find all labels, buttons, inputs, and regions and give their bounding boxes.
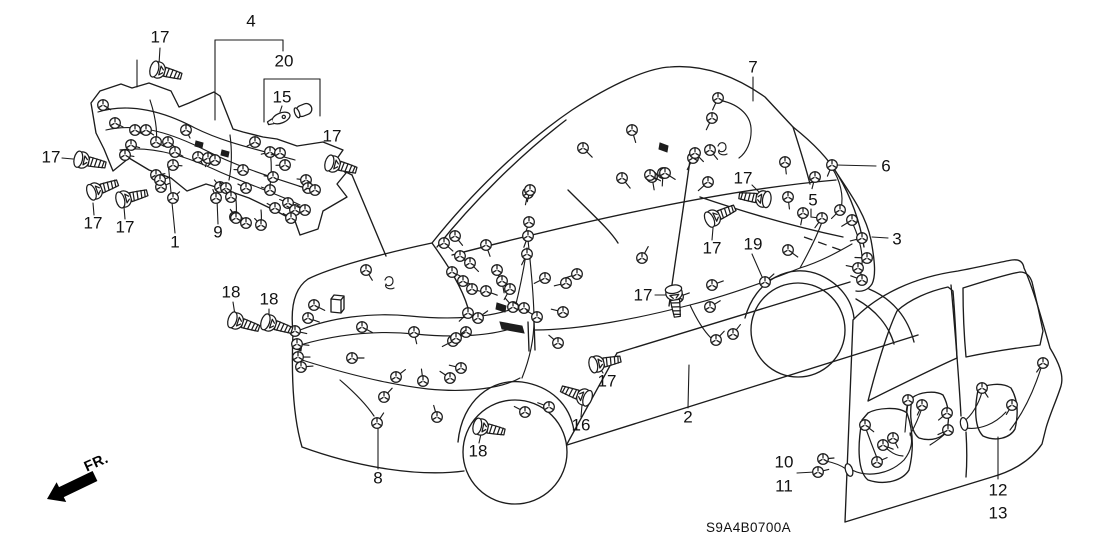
connector-icon xyxy=(532,312,543,323)
connector-icon xyxy=(98,100,109,111)
callout-label[interactable]: 17 xyxy=(322,126,342,146)
connector-icon xyxy=(280,160,291,171)
connector-icon xyxy=(170,147,181,158)
connector-icon xyxy=(256,220,267,231)
connector-icon xyxy=(853,263,864,274)
connector-icon xyxy=(835,205,846,216)
bolt-icon xyxy=(259,313,295,338)
connector-icon xyxy=(181,125,192,136)
connector-icon xyxy=(505,284,516,295)
connector-icon xyxy=(917,400,928,411)
callout-label[interactable]: 18 xyxy=(259,289,279,309)
connector-icon xyxy=(265,185,276,196)
connector-icon xyxy=(130,125,141,136)
connector-icon xyxy=(705,145,716,156)
connector-icon xyxy=(561,278,572,289)
connector-icon xyxy=(211,193,222,204)
connector-icon xyxy=(265,147,276,158)
callout-label[interactable]: 12 xyxy=(988,480,1008,500)
connector-icon xyxy=(110,118,121,129)
connector-icon xyxy=(379,392,390,403)
callout-label[interactable]: 1 xyxy=(170,232,180,252)
connector-icon xyxy=(286,213,297,224)
connector-icon xyxy=(522,249,533,260)
connector-icon xyxy=(872,457,883,468)
connector-icon xyxy=(810,172,821,183)
callout-label[interactable]: 17 xyxy=(115,217,135,237)
grommet-icon xyxy=(844,463,855,478)
connector-icon xyxy=(943,425,954,436)
connector-icon xyxy=(878,440,889,451)
connector-icon xyxy=(813,467,824,478)
bolt-icon xyxy=(702,200,738,228)
connector-icon xyxy=(578,143,589,154)
connector-icon xyxy=(275,148,286,159)
connector-icon xyxy=(163,137,174,148)
connector-icon xyxy=(300,205,311,216)
connector-icon xyxy=(155,175,166,186)
connector-icon xyxy=(481,240,492,251)
connector-icon xyxy=(268,172,279,183)
connector-icon xyxy=(660,168,671,179)
connector-icon xyxy=(303,313,314,324)
connector-icon xyxy=(827,160,838,171)
callout-label[interactable]: 18 xyxy=(221,282,241,302)
connector-icon xyxy=(450,231,461,242)
callout-label[interactable]: 17 xyxy=(733,168,753,188)
callout-label[interactable]: 3 xyxy=(892,229,902,249)
bolt-icon xyxy=(72,150,107,173)
connector-icon xyxy=(497,276,508,287)
connector-icon xyxy=(783,245,794,256)
direction-indicator xyxy=(40,450,170,525)
connector-icon xyxy=(241,183,252,194)
connector-icon xyxy=(309,300,320,311)
connector-icon xyxy=(857,233,868,244)
connector-icon xyxy=(168,160,179,171)
diagram-code: S9A4B0700A xyxy=(706,520,792,535)
callout-label[interactable]: 17 xyxy=(702,238,722,258)
connector-icon xyxy=(818,454,829,465)
connector-icon xyxy=(525,185,536,196)
connector-icon xyxy=(347,353,358,364)
callout-label[interactable]: 20 xyxy=(274,51,294,71)
bolt-icon xyxy=(148,60,183,84)
callout-label[interactable]: 10 xyxy=(774,452,794,472)
connector-icon xyxy=(707,280,718,291)
connector-icon xyxy=(238,165,249,176)
callout-label[interactable]: 6 xyxy=(881,156,891,176)
connector-icon xyxy=(553,338,564,349)
connector-icon xyxy=(860,420,871,431)
connector-icon xyxy=(888,433,899,444)
connector-icon xyxy=(1038,358,1049,369)
callout-label[interactable]: 9 xyxy=(213,222,223,242)
bolt-icon xyxy=(85,175,121,201)
connector-icon xyxy=(292,339,303,350)
connector-icon xyxy=(703,177,714,188)
connector-icon xyxy=(151,137,162,148)
connector-icon xyxy=(210,155,221,166)
connector-icon xyxy=(141,125,152,136)
bolt-icon xyxy=(114,185,149,209)
fr-label: FR. xyxy=(81,450,112,476)
connector-icon xyxy=(391,372,402,383)
callout-label[interactable]: 11 xyxy=(775,476,793,496)
connector-icon xyxy=(445,373,456,384)
connector-icon xyxy=(270,203,281,214)
callout-label[interactable]: 18 xyxy=(468,441,488,461)
connector-icon xyxy=(492,265,503,276)
connector-icon xyxy=(637,253,648,264)
bolt-icon xyxy=(559,381,595,407)
connector-icon xyxy=(942,408,953,419)
connector-icon xyxy=(409,327,420,338)
connector-icon xyxy=(451,333,462,344)
connector-icon xyxy=(120,150,131,161)
connector-icon xyxy=(458,276,469,287)
connector-icon xyxy=(523,231,534,242)
bolt-icon xyxy=(471,417,506,440)
bulb-icon xyxy=(266,110,292,128)
connector-icon xyxy=(296,362,307,373)
connector-icon xyxy=(520,407,531,418)
bolt-icon xyxy=(738,188,772,209)
connector-icon xyxy=(465,258,476,269)
connector-icon xyxy=(707,113,718,124)
connector-icon xyxy=(645,170,656,181)
callout-label[interactable]: 2 xyxy=(683,407,693,427)
bulb-socket-icon xyxy=(293,102,314,119)
connector-icon xyxy=(432,412,443,423)
connector-icon xyxy=(361,265,372,276)
wire-hook-icon xyxy=(385,277,394,289)
callout-label[interactable]: 17 xyxy=(597,371,617,391)
connector-icon xyxy=(293,352,304,363)
callout-label[interactable]: 15 xyxy=(272,87,292,107)
connector-icon xyxy=(798,208,809,219)
callout-label[interactable]: 16 xyxy=(571,415,591,435)
callout-label[interactable]: 4 xyxy=(246,11,256,31)
connector-icon xyxy=(544,402,555,413)
callout-label[interactable]: 5 xyxy=(808,190,818,210)
callout-label[interactable]: 17 xyxy=(83,213,103,233)
connector-icon xyxy=(540,273,551,284)
connector-icon xyxy=(572,269,583,280)
connector-icon xyxy=(126,140,137,151)
callout-label[interactable]: 17 xyxy=(633,285,653,305)
connector-icon xyxy=(817,213,828,224)
connector-icon xyxy=(783,192,794,203)
connector-icon xyxy=(705,302,716,313)
connector-icon xyxy=(847,215,858,226)
connector-icon xyxy=(455,251,466,262)
connector-icon xyxy=(241,218,252,229)
connector-icon xyxy=(193,152,204,163)
connector-icon xyxy=(231,213,242,224)
connector-icon xyxy=(168,193,179,204)
connector-icon xyxy=(310,185,321,196)
connector-icon xyxy=(760,277,771,288)
callout-label[interactable]: 7 xyxy=(748,57,758,77)
connector-icon xyxy=(461,327,472,338)
connector-icon xyxy=(250,137,261,148)
connector-icon xyxy=(372,418,383,429)
connector-icon xyxy=(456,363,467,374)
connector-icon xyxy=(857,275,868,286)
connector-icon xyxy=(713,93,724,104)
connector-icon xyxy=(473,313,484,324)
connector-icon xyxy=(558,307,569,318)
connector-icon xyxy=(226,192,237,203)
connector-icon xyxy=(439,238,450,249)
connector-icon xyxy=(463,308,474,319)
connector-icon xyxy=(627,125,638,136)
bolt-icon xyxy=(226,311,262,336)
connector-icon xyxy=(711,335,722,346)
connector-icon xyxy=(467,284,478,295)
connector-icon xyxy=(481,286,492,297)
callout-label[interactable]: 17 xyxy=(150,27,170,47)
callout-label[interactable]: 8 xyxy=(373,468,383,488)
connector-icon xyxy=(418,376,429,387)
connector-icon xyxy=(447,267,458,278)
connector-icon xyxy=(357,322,368,333)
connector-icon xyxy=(728,329,739,340)
callout-label[interactable]: 19 xyxy=(743,234,763,254)
connector-icon xyxy=(862,253,873,264)
connector-icon xyxy=(508,302,519,313)
connector-icon xyxy=(524,217,535,228)
connector-icon xyxy=(690,148,701,159)
connector-icon xyxy=(1007,400,1018,411)
connector-icon xyxy=(903,395,914,406)
connector-icon xyxy=(617,173,628,184)
connector-icon xyxy=(977,383,988,394)
relay-box-icon xyxy=(331,295,344,313)
wire-hook-icon xyxy=(718,143,727,155)
connector-icon xyxy=(780,157,791,168)
bolt-icon xyxy=(323,154,358,178)
callout-label[interactable]: 17 xyxy=(41,147,61,167)
callout-label[interactable]: 13 xyxy=(988,503,1008,523)
